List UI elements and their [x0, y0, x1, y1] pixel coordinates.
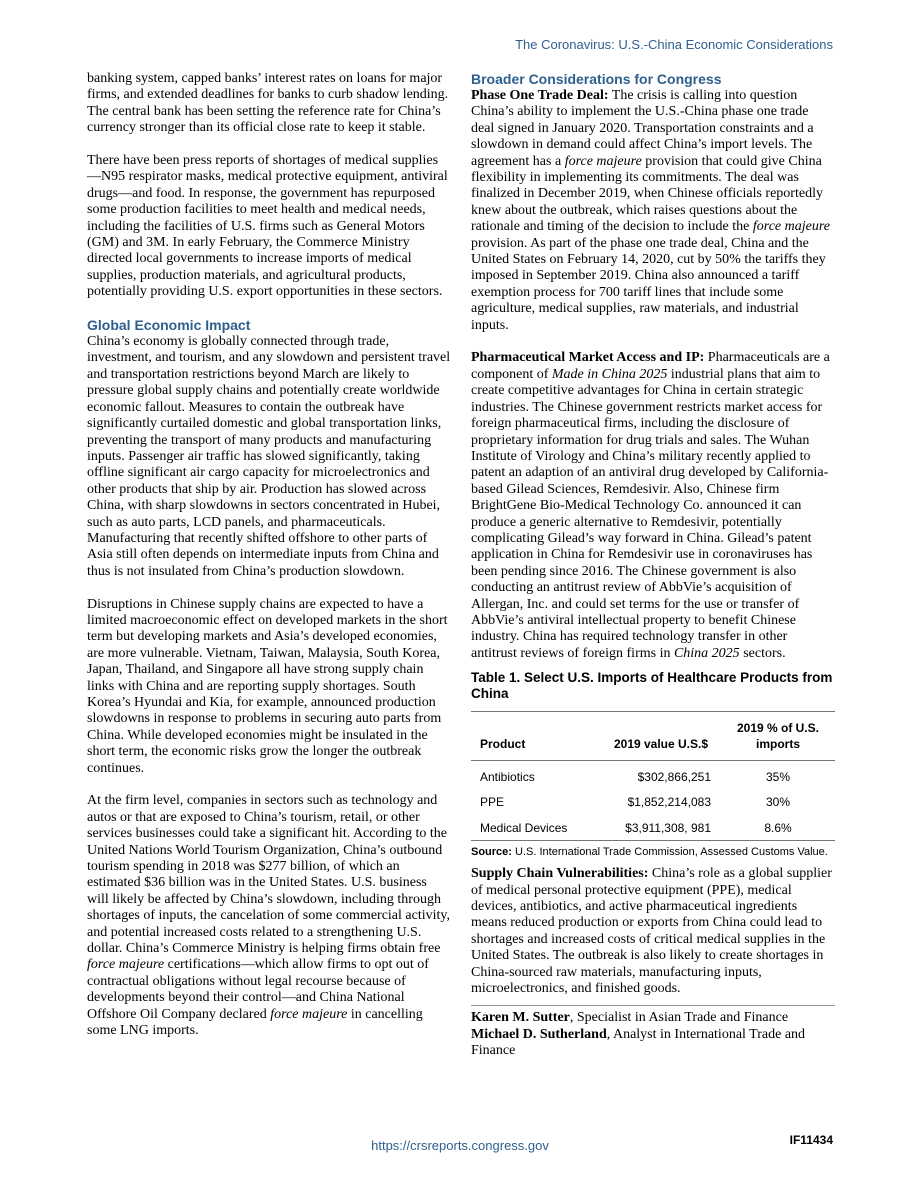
author-line: Michael D. Sutherland, Analyst in International Trade and Finance: [471, 1026, 806, 1059]
table-row: [471, 790, 835, 816]
table-source-note: Source: U.S. International Trade Commission, Assessed Customs Value.: [471, 846, 828, 859]
header-percent: 2019 % of U.S. imports: [721, 712, 835, 761]
table-row: [471, 815, 835, 841]
paragraph-shortages: There have been press reports of shortages of medical supplies—N95 respirator masks, medical protective equipment, antiviral drugs—and food. In response, the government has repurposed some production facilities to meet health and medical needs, including the facilities of U.S. firms such as General Motors (GM) and 3M. In early February, the Commerce Ministry directed local governments to increase imports of medical supplies, production materials, and agricultural products, potentially providing U.S. export opportunities in these sectors.: [87, 153, 448, 300]
paragraph-supply-disruptions: Disruptions in Chinese supply chains are expected to have a limited macroeconomic effect on developed markets in the short term but developing markets and Asia’s developed economies, are more vulnerable. Vietnam, Taiwan, Malaysia, South Korea, Japan, Thailand, and Singapore all have strong supply chain links with China and are reporting supply shortages. South Korea’s Hyundai and Kia, for example, announced production slowdowns in response to problems in securing auto parts from China. While developed economies might be insulated in the short term, the economic risks grow the longer the outbreak continues.: [87, 596, 448, 776]
table-caption: Table 1. Select U.S. Imports of Healthcare Products from China: [471, 670, 833, 702]
cell-percent: 30%: [765, 795, 791, 810]
healthcare-imports-table: [471, 711, 835, 841]
label-phase-one: Phase One Trade Deal:: [471, 88, 609, 103]
cell-percent: 35%: [765, 770, 791, 785]
header-product: Product: [471, 712, 601, 761]
paragraph-pharmaceutical: Pharmaceutical Market Access and IP: Pharmaceuticals are a component of Made in China 2025 industrial plans that aim to create competitive advantages for China in certain strategic industries. The Chinese government restricts market access for foreign pharmaceutical firms, including the disclosure of proprietary information for drug trials and sales. The Wuhan Institute of Virology and China’s military recently applied to patent an adaption of an antiviral drug developed by California-based Gilead Sciences, Remdesivir. Also, Chinese firm BrightGene Bio-Medical Technology Co. announced it can produce a generic alternative to Remdesivir, potentially complicating Gilead’s way forward in China. Gilead’s patent application in China for Remdesivir use in coronaviruses has been pending since 2016. The Chinese government is also conducting an antitrust review of AbbVie’s acquisition of Allergan, Inc. and could set terms for the use or transfer of AbbVie’s antiviral intellectual property to benefit Chinese industry. China has required technology transfer in other antitrust reviews of foreign firms in China 2025 sectors.: [471, 350, 830, 661]
running-header: The Coronavirus: U.S.-China Economic Considerations: [515, 37, 833, 52]
paragraph-supply-chain: Supply Chain Vulnerabilities: China’s role as a global supplier of medical personal protective equipment (PPE), medical devices, antibiotics, and active pharmaceutical ingredients means reduced production or exports from China could lead to shortages and increased costs of critical medical supplies in the United States. The outbreak is also likely to create shortages in China-sourced raw materials, manufacturing inputs, microelectronics, and finished goods.: [471, 866, 832, 997]
header-value: 2019 value U.S.$: [601, 712, 721, 761]
authors-divider: [471, 1005, 835, 1006]
cell-percent: 8.6%: [764, 820, 792, 835]
cell-value: $302,866,251: [637, 770, 711, 785]
cell-product: Medical Devices: [480, 820, 568, 835]
paragraph-banking: banking system, capped banks’ interest rates on loans for major firms, and extended deadlines for banks to curb shadow lending. The central bank has been setting the reference rate for China’s currency stronger than its official close rate to keep it stable.: [87, 71, 449, 136]
paragraph-global-connection: China’s economy is globally connected through trade, investment, and tourism, and any slowdown and persistent travel and transportation restrictions beyond March are likely to pressure global supply chains and potentially create worldwide economic fallout. Measures to contain the outbreak have significantly curtailed domestic and global transportation links, preventing the transport of many products and manufacturing inputs. Passenger air traffic has slowed significantly, taking offline significant air cargo capacity for microelectronics and other products that ship by air. Production has slowed across China, with sharp slowdowns in sectors concentrated in Hubei, such as auto parts, LCD panels, and pharmaceuticals. Manufacturing that recently shifted offshore to other parts of Asia still often depends on intermediate inputs from China and thus is not insulated from China’s production slowdown.: [87, 334, 451, 579]
author-line: Karen M. Sutter, Specialist in Asian Trade and Finance: [471, 1010, 789, 1026]
label-pharmaceutical: Pharmaceutical Market Access and IP:: [471, 350, 705, 366]
cell-product: Antibiotics: [480, 770, 535, 785]
cell-value: $1,852,214,083: [627, 795, 711, 810]
heading-global-economic-impact: Global Economic Impact: [87, 317, 251, 334]
right-column: [471, 71, 835, 1060]
left-column: [87, 71, 451, 1056]
report-id: IF11434: [789, 1133, 833, 1147]
paragraph-firm-level: At the firm level, companies in sectors such as technology and autos or that are exposed to China’s tourism, retail, or other services businesses could take a significant hit. According to the United Nations World Tourism Organization, China’s outbound tourism spending in 2018 was $277 billion, of which an estimated $36 billion was in the United States. U.S. business will likely be affected by China’s slowdown, including through shortages of inputs, the cancelation of some commercial activity, and potential increased costs related to a strengthening U.S. dollar. China’s Commerce Ministry is helping firms obtain free force majeure certifications—which allow firms to opt out of contractual obligations without legal recourse because of developments beyond their control—and China National Offshore Oil Company declared force majeure in cancelling some LNG imports.: [87, 793, 450, 1039]
cell-product: PPE: [480, 795, 505, 810]
footer-url-link[interactable]: https://crsreports.congress.gov: [371, 1138, 549, 1153]
table-header-row: [471, 712, 835, 761]
paragraph-phase-one: Phase One Trade Deal: The crisis is calling into question China’s ability to implement the U.S.-China phase one trade deal signed in January 2020. Transportation constraints and a slowdown in demand could affect China’s import levels. The agreement has a force majeure provision that could give China flexibility in implementing its commitments. The deal was finalized in December 2019, when Chinese officials reportedly knew about the outbreak, which raises questions about the rationale and timing of the decision to include the force majeure provision. As part of the phase one trade deal, China and the United States on February 14, 2020, cut by 50% the tariffs they imposed in September 2019. China also announced a tariff exemption process for 700 tariff lines that include some agriculture, medical supplies, raw materials, and industrial inputs.: [471, 88, 830, 333]
table-row: [471, 761, 835, 790]
cell-value: $3,911,308, 981: [625, 820, 711, 835]
heading-broader-considerations: Broader Considerations for Congress: [471, 71, 722, 87]
label-supply-chain: Supply Chain Vulnerabilities:: [471, 866, 649, 882]
